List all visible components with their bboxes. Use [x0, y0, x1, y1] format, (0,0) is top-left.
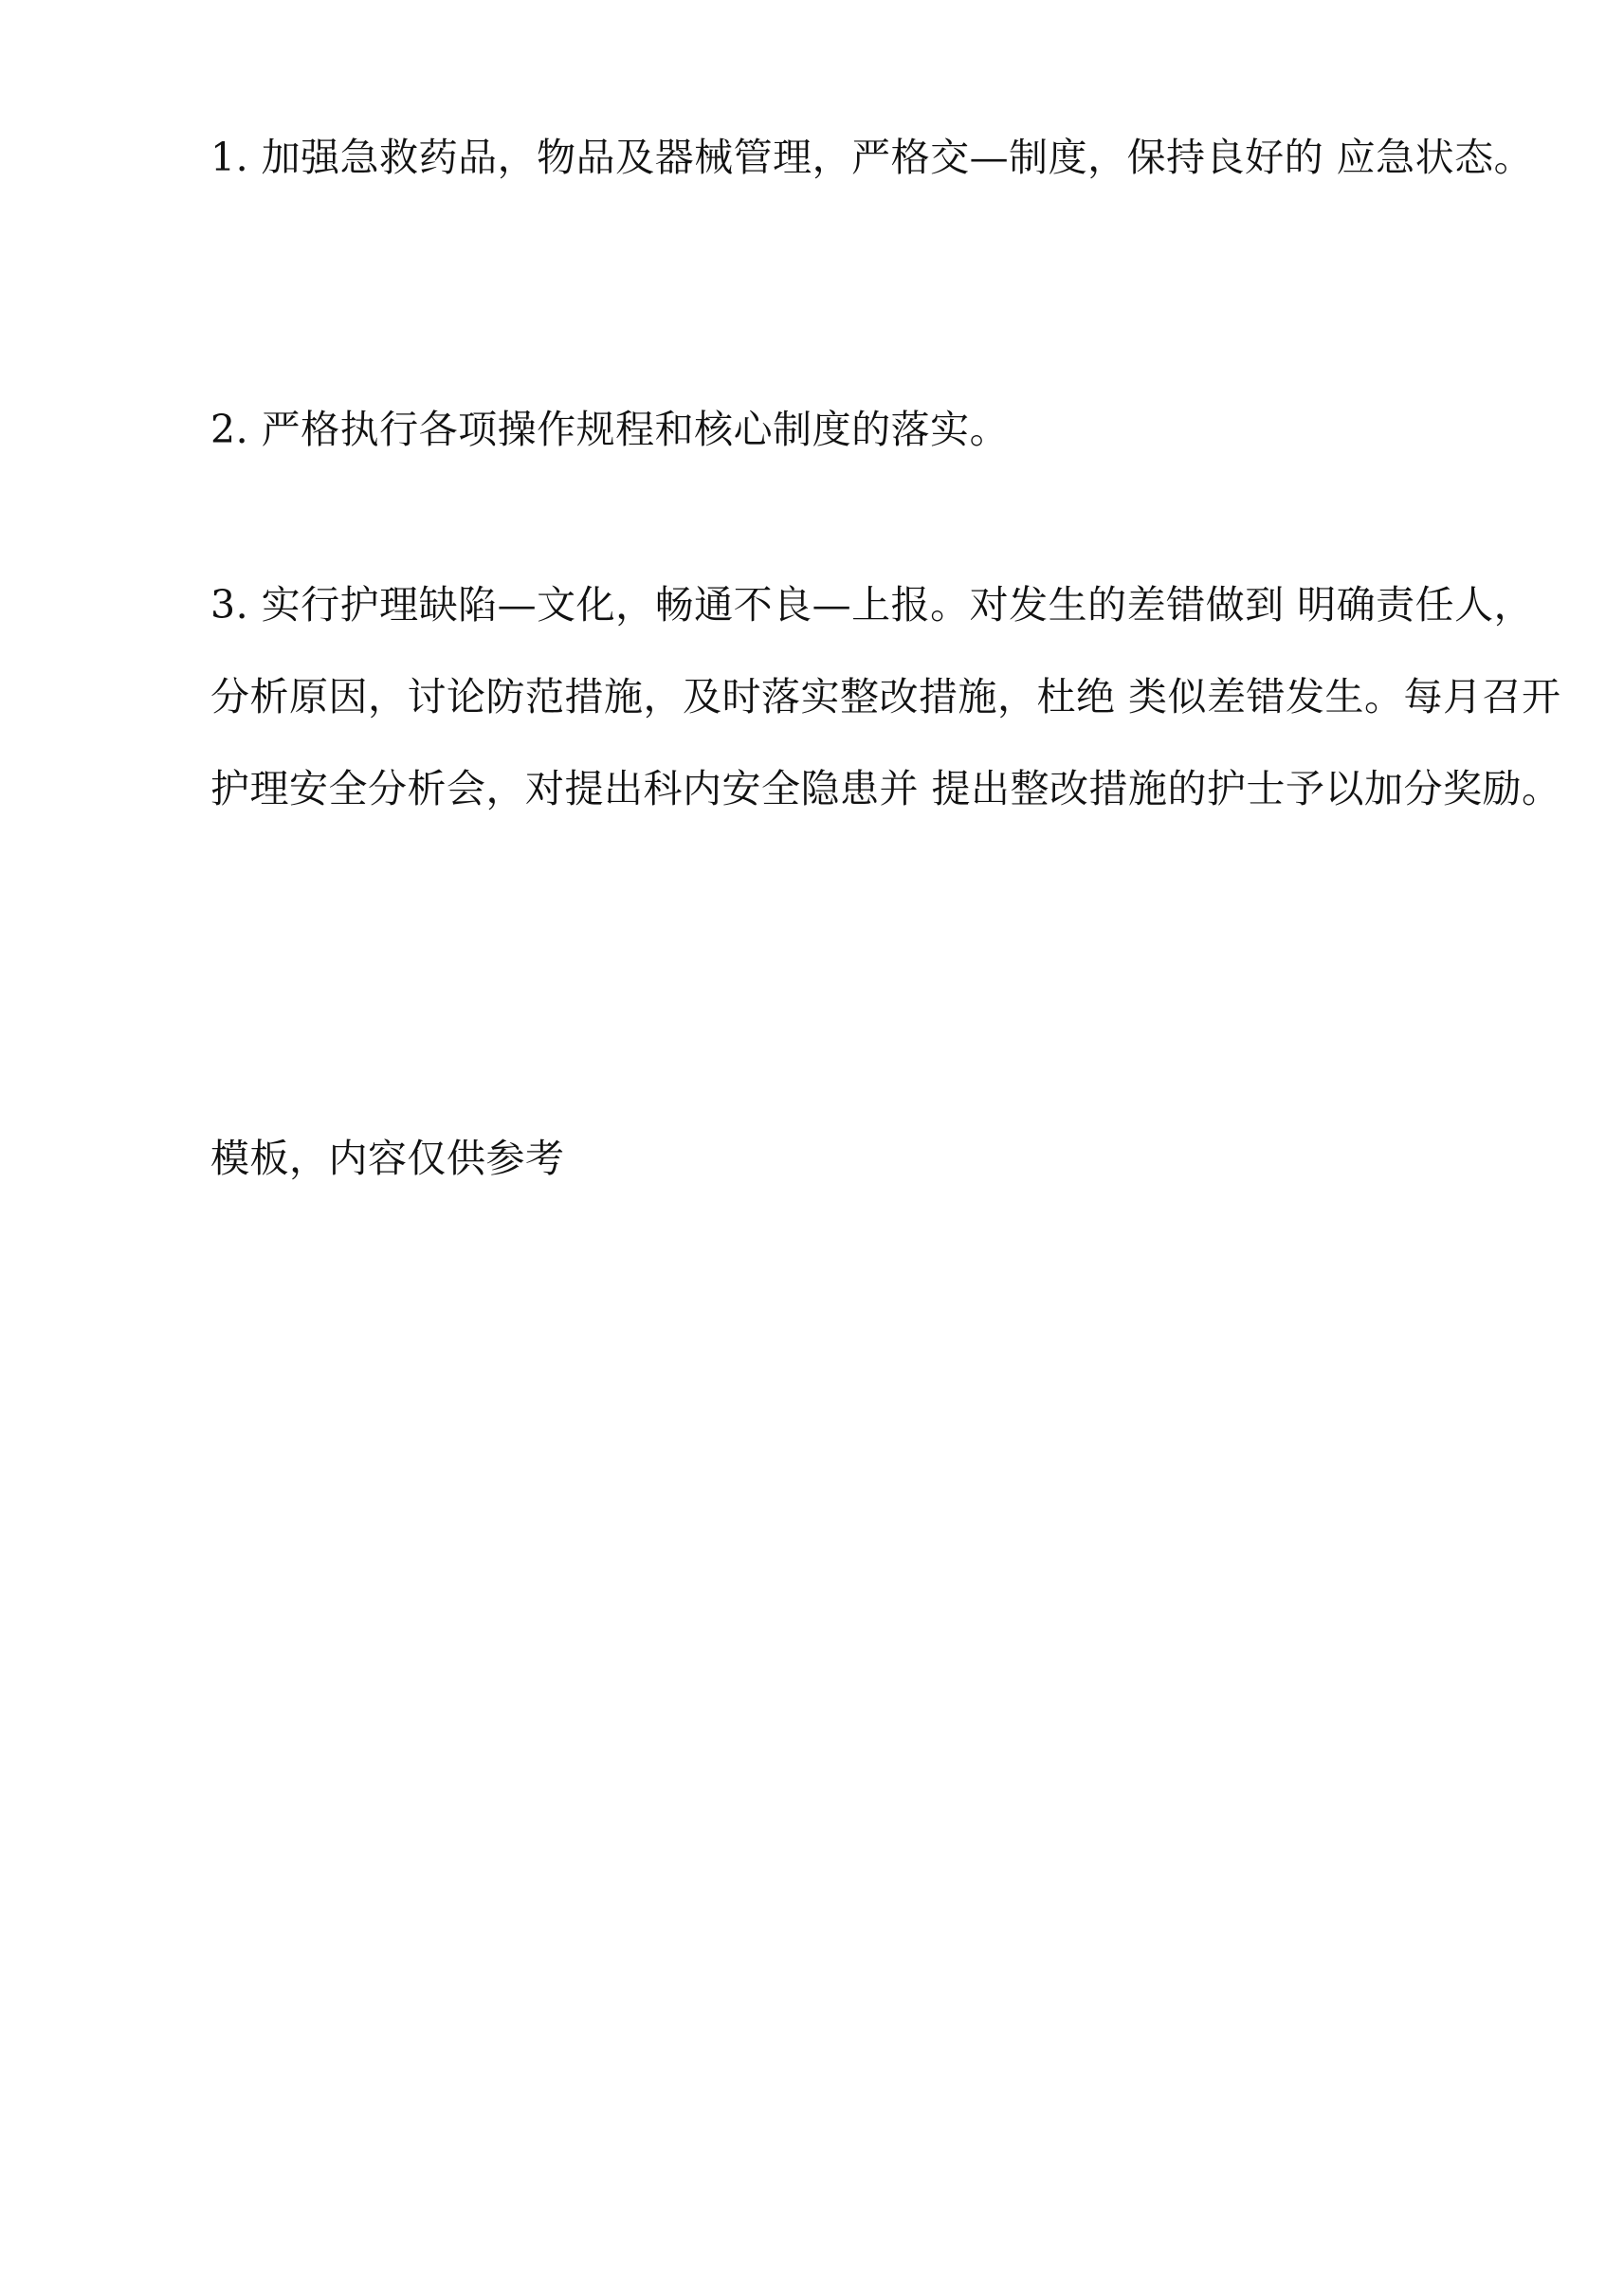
paragraph-item-2: 2. 严格执行各项操作规程和核心制度的落实。 — [210, 407, 1010, 452]
template-disclaimer: 模板，内容仅供参考 — [210, 1136, 565, 1181]
paragraph-item-1: 1. 加强急救药品，物品及器械管理，严格交—制度，保持良好的 应急状态。 — [210, 135, 1534, 180]
paragraph-item-3: 3. 实行护理缺陷—文化，畅通不良—上报。对发生的差错做到 明确责任人，分析原因，讨论防范措施，及时落实整改措施，杜绝 类似差错发生。每月召开护理安全分析会，对提出科内安全隐患并 提出整改措施的护士予以加分奖励。 — [210, 582, 1561, 811]
